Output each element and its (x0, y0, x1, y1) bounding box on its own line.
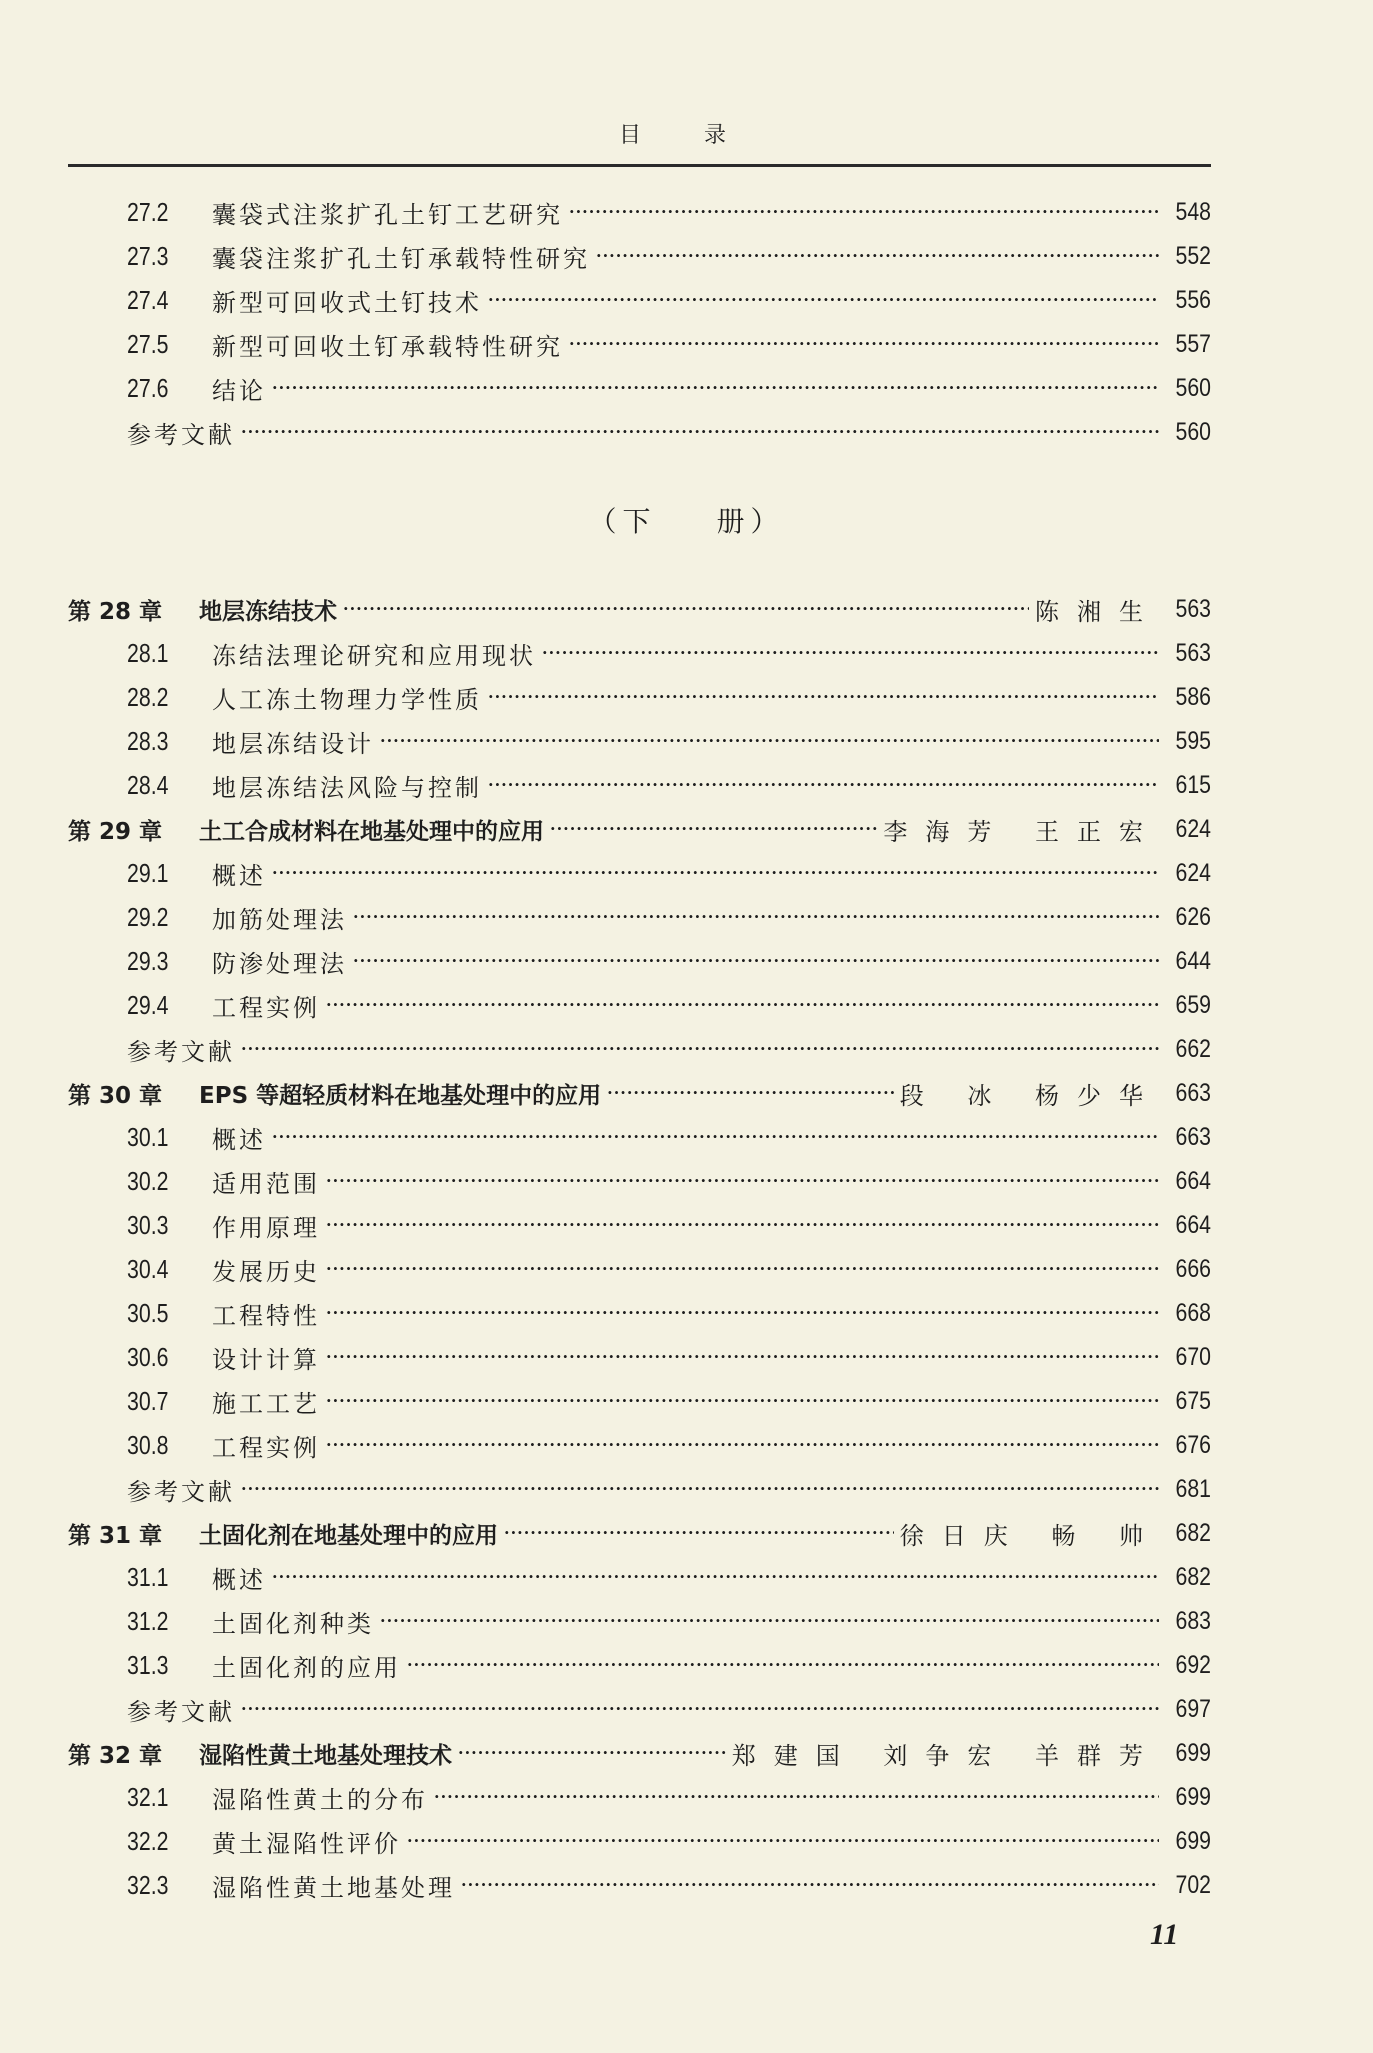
dot-leader (326, 1205, 1159, 1245)
entry-title: 发展历史 (212, 1257, 320, 1286)
entry-title: 土固化剂在地基处理中的应用 (199, 1522, 498, 1549)
toc-section-entry (68, 1205, 1211, 1245)
entry-page: 552 (1175, 241, 1211, 270)
entry-title: 参考文献 (127, 420, 235, 449)
toc-section-entry (68, 853, 1211, 893)
dot-leader (326, 985, 1159, 1025)
dot-leader (434, 1777, 1159, 1817)
entry-title: 土固化剂种类 (212, 1609, 374, 1638)
entry-page: 692 (1175, 1650, 1211, 1679)
dot-leader (241, 412, 1159, 452)
section-number: 30.7 (127, 1385, 169, 1416)
section-number: 29.1 (127, 857, 169, 888)
chapter-number: 第 29 章 (68, 818, 163, 845)
dot-leader (407, 1645, 1159, 1685)
entry-page: 699 (1175, 1738, 1211, 1767)
entry-page: 682 (1175, 1518, 1211, 1547)
entry-page: 563 (1175, 594, 1211, 623)
dot-leader (488, 677, 1159, 717)
toc-section-entry (68, 1645, 1211, 1685)
entry-page: 659 (1175, 990, 1211, 1019)
entry-title: 黄土湿陷性评价 (212, 1829, 401, 1858)
dot-leader (353, 941, 1159, 981)
toc-references-entry (68, 1029, 1211, 1069)
toc-section-entry (68, 280, 1211, 320)
entry-page: 644 (1175, 946, 1211, 975)
entry-authors: 李海芳 王正宏 (883, 817, 1161, 846)
dot-leader (607, 1073, 894, 1113)
entry-title: 概述 (212, 861, 266, 890)
entry-title: 人工冻土物理力学性质 (212, 685, 482, 714)
entry-page: 702 (1175, 1870, 1211, 1899)
toc-section-entry (68, 1601, 1211, 1641)
dot-leader (326, 1161, 1159, 1201)
entry-title: 土固化剂的应用 (212, 1653, 401, 1682)
entry-title: 工程实例 (212, 1433, 320, 1462)
dot-leader (542, 633, 1159, 673)
toc-section-entry (68, 897, 1211, 937)
section-number: 28.3 (127, 725, 169, 756)
toc-chapter-entry (68, 1733, 1211, 1773)
entry-title: 概述 (212, 1565, 266, 1594)
entry-page: 556 (1175, 285, 1211, 314)
section-number: 30.4 (127, 1253, 169, 1284)
entry-authors: 段 冰 杨少华 (899, 1081, 1161, 1110)
toc-section-entry (68, 941, 1211, 981)
entry-title: 新型可回收土钉承载特性研究 (212, 332, 563, 361)
entry-title: 囊袋注浆扩孔土钉承载特性研究 (212, 244, 590, 273)
toc-section-entry (68, 236, 1211, 276)
toc-chapter-entry (68, 1513, 1211, 1553)
entry-page: 560 (1175, 417, 1211, 446)
dot-leader (272, 1557, 1159, 1597)
entry-page: 662 (1175, 1034, 1211, 1063)
section-number: 28.4 (127, 769, 169, 800)
toc-section-entry (68, 1293, 1211, 1333)
entry-title: 地层冻结技术 (199, 598, 337, 625)
page-number: 11 (1150, 1918, 1179, 1951)
toc-chapter-entry (68, 1073, 1211, 1113)
entry-title: 参考文献 (127, 1477, 235, 1506)
entry-title: 设计计算 (212, 1345, 320, 1374)
entry-page: 624 (1175, 814, 1211, 843)
entry-title: 冻结法理论研究和应用现状 (212, 641, 536, 670)
dot-leader (272, 853, 1159, 893)
volume-label-close: 册） (716, 505, 785, 538)
toc-section-entry (68, 1381, 1211, 1421)
toc-section-entry (68, 1821, 1211, 1861)
entry-title: 土工合成材料在地基处理中的应用 (199, 818, 544, 845)
dot-leader (241, 1689, 1159, 1729)
section-number: 30.8 (127, 1429, 169, 1460)
entry-authors: 郑建国 刘争宏 羊群芳 (731, 1741, 1161, 1770)
entry-page: 624 (1175, 858, 1211, 887)
entry-page: 670 (1175, 1342, 1211, 1371)
toc-section-entry (68, 1557, 1211, 1597)
entry-title: 地层冻结设计 (212, 729, 374, 758)
entry-authors: 徐日庆 畅 帅 (899, 1521, 1161, 1550)
chapter-number: 第 28 章 (68, 598, 163, 625)
dot-leader (326, 1293, 1159, 1333)
entry-page: 668 (1175, 1298, 1211, 1327)
section-number: 31.3 (127, 1649, 169, 1680)
section-number: 27.5 (127, 328, 169, 359)
toc-section-entry (68, 1425, 1211, 1465)
section-number: 32.1 (127, 1781, 169, 1812)
toc-section-entry (68, 368, 1211, 408)
dot-leader (272, 1117, 1159, 1157)
section-number: 32.2 (127, 1825, 169, 1856)
chapter-number: 第 30 章 (68, 1082, 163, 1109)
section-number: 30.3 (127, 1209, 169, 1240)
entry-page: 681 (1175, 1474, 1211, 1503)
toc-section-entry (68, 1161, 1211, 1201)
section-number: 30.2 (127, 1165, 169, 1196)
toc-section-entry (68, 1865, 1211, 1905)
toc-section-entry (68, 324, 1211, 364)
dot-leader (380, 1601, 1159, 1641)
toc-section-entry (68, 1117, 1211, 1157)
toc-section-entry (68, 1337, 1211, 1377)
dot-leader (326, 1249, 1159, 1289)
entry-title: 新型可回收式土钉技术 (212, 288, 482, 317)
header-rule (68, 164, 1211, 167)
entry-title: 概述 (212, 1125, 266, 1154)
entry-page: 615 (1175, 770, 1211, 799)
section-number: 27.3 (127, 240, 169, 271)
toc-section-entry (68, 985, 1211, 1025)
dot-leader (343, 589, 1029, 629)
chapter-number: 第 31 章 (68, 1522, 163, 1549)
entry-page: 548 (1175, 197, 1211, 226)
toc-section-entry (68, 721, 1211, 761)
entry-page: 664 (1175, 1210, 1211, 1239)
dot-leader (596, 236, 1159, 276)
section-number: 30.6 (127, 1341, 169, 1372)
dot-leader (380, 721, 1159, 761)
entry-page: 675 (1175, 1386, 1211, 1415)
entry-title: 结论 (212, 376, 266, 405)
toc-section-entry (68, 192, 1211, 232)
entry-page: 682 (1175, 1562, 1211, 1591)
entry-page: 664 (1175, 1166, 1211, 1195)
entry-page: 683 (1175, 1606, 1211, 1635)
dot-leader (504, 1513, 894, 1553)
entry-title: 工程实例 (212, 993, 320, 1022)
dot-leader (326, 1381, 1159, 1421)
entry-page: 699 (1175, 1782, 1211, 1811)
section-number: 29.4 (127, 989, 169, 1020)
entry-page: 560 (1175, 373, 1211, 402)
entry-title: 囊袋式注浆扩孔土钉工艺研究 (212, 200, 563, 229)
dot-leader (326, 1425, 1159, 1465)
section-number: 29.3 (127, 945, 169, 976)
entry-title: 工程特性 (212, 1301, 320, 1330)
section-number: 31.1 (127, 1561, 169, 1592)
toc-references-entry (68, 1469, 1211, 1509)
entry-page: 557 (1175, 329, 1211, 358)
section-number: 28.2 (127, 681, 169, 712)
entry-authors: 陈湘生 (1035, 597, 1161, 626)
entry-page: 666 (1175, 1254, 1211, 1283)
entry-title: 湿陷性黄土地基处理技术 (199, 1742, 452, 1769)
entry-page: 663 (1175, 1078, 1211, 1107)
volume-label-open: （下 (588, 505, 657, 538)
section-number: 27.6 (127, 372, 169, 403)
entry-title: 施工工艺 (212, 1389, 320, 1418)
entry-title: 加筋处理法 (212, 905, 347, 934)
entry-page: 699 (1175, 1826, 1211, 1855)
entry-page: 563 (1175, 638, 1211, 667)
section-number: 27.4 (127, 284, 169, 315)
toc-chapter-entry (68, 809, 1211, 849)
dot-leader (326, 1337, 1159, 1377)
entry-title: 适用范围 (212, 1169, 320, 1198)
volume-heading (0, 500, 1373, 540)
section-number: 30.1 (127, 1121, 169, 1152)
dot-leader (488, 280, 1159, 320)
section-number: 28.1 (127, 637, 169, 668)
entry-title: EPS 等超轻质材料在地基处理中的应用 (199, 1082, 602, 1109)
toc-chapter-entry (68, 589, 1211, 629)
entry-title: 湿陷性黄土的分布 (212, 1785, 428, 1814)
entry-title: 作用原理 (212, 1213, 320, 1242)
dot-leader (569, 324, 1159, 364)
dot-leader (272, 368, 1159, 408)
entry-title: 参考文献 (127, 1697, 235, 1726)
dot-leader (353, 897, 1159, 937)
toc-section-entry (68, 765, 1211, 805)
dot-leader (569, 192, 1159, 232)
toc-section-entry (68, 677, 1211, 717)
section-number: 32.3 (127, 1869, 169, 1900)
entry-page: 676 (1175, 1430, 1211, 1459)
entry-page: 595 (1175, 726, 1211, 755)
toc-section-entry (68, 1777, 1211, 1817)
chapter-number: 第 32 章 (68, 1742, 163, 1769)
dot-leader (407, 1821, 1159, 1861)
dot-leader (241, 1029, 1159, 1069)
entry-title: 防渗处理法 (212, 949, 347, 978)
entry-title: 参考文献 (127, 1037, 235, 1066)
dot-leader (241, 1469, 1159, 1509)
entry-page: 586 (1175, 682, 1211, 711)
toc-section-entry (68, 1249, 1211, 1289)
section-number: 27.2 (127, 196, 169, 227)
dot-leader (550, 809, 877, 849)
toc-references-entry (68, 1689, 1211, 1729)
toc-references-entry (68, 412, 1211, 452)
section-number: 31.2 (127, 1605, 169, 1636)
running-header: 目 录 (619, 123, 754, 148)
dot-leader (488, 765, 1159, 805)
section-number: 30.5 (127, 1297, 169, 1328)
section-number: 29.2 (127, 901, 169, 932)
entry-title: 地层冻结法风险与控制 (212, 773, 482, 802)
dot-leader (458, 1733, 726, 1773)
entry-page: 663 (1175, 1122, 1211, 1151)
entry-title: 湿陷性黄土地基处理 (212, 1873, 455, 1902)
entry-page: 697 (1175, 1694, 1211, 1723)
toc-section-entry (68, 633, 1211, 673)
dot-leader (461, 1865, 1159, 1905)
entry-page: 626 (1175, 902, 1211, 931)
